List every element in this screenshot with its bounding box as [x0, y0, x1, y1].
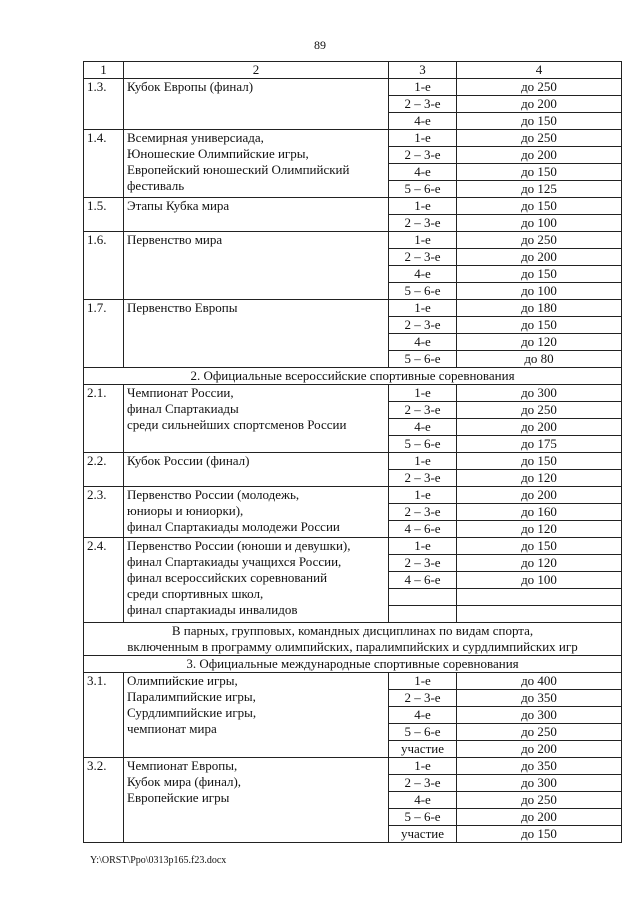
row-number: 2.2.	[84, 453, 124, 487]
points-cell: до 200	[457, 741, 622, 758]
place-cell: 2 – 3-е	[389, 96, 457, 113]
points-cell: до 300	[457, 775, 622, 792]
section-title-line: включенным в программу олимпийских, паралимпийских и сурдлимпийских игр	[127, 639, 578, 654]
place-cell: участие	[389, 741, 457, 758]
competition-name-line: Первенство России (юноши и девушки),	[127, 538, 351, 553]
competition-name	[124, 673, 389, 758]
page-number: 89	[314, 38, 326, 52]
competition-name-line: финал Спартакиады	[127, 401, 239, 416]
place-cell: 2 – 3-е	[389, 555, 457, 572]
row-number: 3.2.	[84, 758, 124, 843]
row-number: 1.5.	[84, 198, 124, 232]
place-cell: 4-е	[389, 707, 457, 724]
competition-name	[124, 300, 389, 368]
competition-name-line: Юношеские Олимпийские игры,	[127, 146, 309, 161]
points-cell: до 150	[457, 538, 622, 555]
competition-name	[124, 130, 389, 198]
points-cell: до 120	[457, 470, 622, 487]
place-cell	[389, 589, 457, 606]
points-cell: до 200	[457, 487, 622, 504]
points-cell: до 200	[457, 419, 622, 436]
competition-name-line: фестиваль	[127, 178, 185, 193]
table-row	[84, 198, 622, 215]
competition-name-line: Первенство Европы	[127, 300, 238, 315]
competition-name-line: Олимпийские игры,	[127, 673, 238, 688]
competition-name-line: юниоры и юниорки),	[127, 503, 244, 518]
competition-name-line: среди сильнейших спортсменов России	[127, 417, 347, 432]
points-cell: до 120	[457, 555, 622, 572]
place-cell: 2 – 3-е	[389, 215, 457, 232]
competition-name-line: Чемпионат России,	[127, 385, 234, 400]
place-cell: 2 – 3-е	[389, 470, 457, 487]
section-title	[84, 656, 622, 673]
competition-name	[124, 232, 389, 300]
place-cell: 1-е	[389, 758, 457, 775]
place-cell: 1-е	[389, 538, 457, 555]
points-cell: до 250	[457, 232, 622, 249]
points-cell: до 100	[457, 215, 622, 232]
points-cell: до 300	[457, 707, 622, 724]
points-cell: до 350	[457, 758, 622, 775]
section-title	[84, 623, 622, 656]
competition-name-line: Европейский юношеский Олимпийский	[127, 162, 350, 177]
table-row	[84, 538, 622, 555]
points-cell: до 80	[457, 351, 622, 368]
competition-name-line: чемпионат мира	[127, 721, 217, 736]
table-row	[84, 487, 622, 504]
place-cell: 4-е	[389, 266, 457, 283]
points-cell: до 200	[457, 809, 622, 826]
table-row	[84, 79, 622, 96]
place-cell: 1-е	[389, 487, 457, 504]
competition-name-line: среди спортивных школ,	[127, 586, 264, 601]
section-row	[84, 368, 622, 385]
place-cell: 4 – 6-е	[389, 572, 457, 589]
points-cell	[457, 606, 622, 623]
points-cell: до 180	[457, 300, 622, 317]
header-col-1: 1	[84, 62, 124, 79]
points-cell: до 200	[457, 147, 622, 164]
table-body	[84, 79, 622, 843]
place-cell: 2 – 3-е	[389, 147, 457, 164]
competition-name	[124, 487, 389, 538]
competition-name	[124, 79, 389, 130]
points-cell: до 250	[457, 724, 622, 741]
points-cell: до 250	[457, 130, 622, 147]
row-number: 1.3.	[84, 79, 124, 130]
points-cell: до 150	[457, 198, 622, 215]
table-row	[84, 130, 622, 147]
points-cell: до 150	[457, 317, 622, 334]
points-cell: до 150	[457, 113, 622, 130]
points-cell: до 100	[457, 572, 622, 589]
header-col-4: 4	[457, 62, 622, 79]
competition-name-line: Паралимпийские игры,	[127, 689, 256, 704]
place-cell: 1-е	[389, 300, 457, 317]
competition-name	[124, 758, 389, 843]
competition-name	[124, 385, 389, 453]
place-cell: 2 – 3-е	[389, 402, 457, 419]
place-cell	[389, 606, 457, 623]
row-number: 2.3.	[84, 487, 124, 538]
row-number: 1.6.	[84, 232, 124, 300]
section-row	[84, 623, 622, 656]
header-col-3: 3	[389, 62, 457, 79]
competition-name-line: Первенство России (молодежь,	[127, 487, 300, 502]
points-cell: до 250	[457, 79, 622, 96]
competition-name-line: Кубок России (финал)	[127, 453, 250, 468]
competition-name-line: Европейские игры	[127, 790, 230, 805]
place-cell: 1-е	[389, 130, 457, 147]
place-cell: 1-е	[389, 79, 457, 96]
competition-name-line: Первенство мира	[127, 232, 223, 247]
place-cell: 1-е	[389, 453, 457, 470]
place-cell: 1-е	[389, 232, 457, 249]
place-cell: 4-е	[389, 164, 457, 181]
competition-name-line: Кубок Европы (финал)	[127, 79, 254, 94]
competition-name	[124, 453, 389, 487]
points-cell: до 400	[457, 673, 622, 690]
place-cell: 5 – 6-е	[389, 809, 457, 826]
points-cell: до 150	[457, 266, 622, 283]
place-cell: 5 – 6-е	[389, 436, 457, 453]
sports-table	[83, 61, 622, 843]
points-cell: до 250	[457, 792, 622, 809]
points-cell: до 120	[457, 334, 622, 351]
place-cell: 2 – 3-е	[389, 317, 457, 334]
competition-name	[124, 198, 389, 232]
place-cell: 4 – 6-е	[389, 521, 457, 538]
table-row	[84, 758, 622, 775]
points-cell: до 120	[457, 521, 622, 538]
section-title-line: 3. Официальные международные спортивные соревнования	[186, 656, 519, 671]
points-cell: до 160	[457, 504, 622, 521]
competition-name-line: Этапы Кубка мира	[127, 198, 230, 213]
competition-name-line: финал Спартакиады молодежи России	[127, 519, 340, 534]
competition-name-line: Кубок мира (финал),	[127, 774, 242, 789]
header-row	[84, 62, 622, 79]
table-row	[84, 300, 622, 317]
points-cell: до 250	[457, 402, 622, 419]
competition-name	[124, 538, 389, 623]
competition-name-line: финал всероссийских соревнований	[127, 570, 328, 585]
points-cell: до 200	[457, 249, 622, 266]
section-title-line: 2. Официальные всероссийские спортивные соревнования	[190, 368, 515, 383]
row-number: 2.4.	[84, 538, 124, 623]
points-cell: до 150	[457, 164, 622, 181]
place-cell: 5 – 6-е	[389, 351, 457, 368]
points-cell: до 125	[457, 181, 622, 198]
place-cell: 4-е	[389, 334, 457, 351]
points-cell: до 175	[457, 436, 622, 453]
points-cell: до 200	[457, 96, 622, 113]
competition-name-line: финал Спартакиады учащихся России,	[127, 554, 342, 569]
competition-name-line: Чемпионат Европы,	[127, 758, 238, 773]
row-number: 2.1.	[84, 385, 124, 453]
table-row	[84, 385, 622, 402]
place-cell: 1-е	[389, 673, 457, 690]
place-cell: 2 – 3-е	[389, 249, 457, 266]
place-cell: 5 – 6-е	[389, 283, 457, 300]
place-cell: 5 – 6-е	[389, 724, 457, 741]
file-path-footer: Y:\ORST\Ppo\0313p165.f23.docx	[90, 855, 227, 866]
section-title	[84, 368, 622, 385]
place-cell: 5 – 6-е	[389, 181, 457, 198]
place-cell: 4-е	[389, 419, 457, 436]
place-cell: 2 – 3-е	[389, 775, 457, 792]
header-col-2: 2	[124, 62, 389, 79]
points-cell: до 150	[457, 453, 622, 470]
points-cell	[457, 589, 622, 606]
place-cell: 4-е	[389, 792, 457, 809]
competition-name-line: Сурдлимпийские игры,	[127, 705, 257, 720]
points-cell: до 150	[457, 826, 622, 843]
place-cell: 4-е	[389, 113, 457, 130]
competition-name-line: финал спартакиады инвалидов	[127, 602, 298, 617]
row-number: 3.1.	[84, 673, 124, 758]
table-row	[84, 453, 622, 470]
place-cell: 2 – 3-е	[389, 690, 457, 707]
row-number: 1.4.	[84, 130, 124, 198]
competition-name-line: Всемирная универсиада,	[127, 130, 264, 145]
section-title-line: В парных, групповых, командных дисциплинах по видам спорта,	[171, 623, 534, 638]
points-cell: до 100	[457, 283, 622, 300]
place-cell: 1-е	[389, 198, 457, 215]
points-cell: до 350	[457, 690, 622, 707]
place-cell: 2 – 3-е	[389, 504, 457, 521]
points-cell: до 300	[457, 385, 622, 402]
section-row	[84, 656, 622, 673]
place-cell: 1-е	[389, 385, 457, 402]
row-number: 1.7.	[84, 300, 124, 368]
place-cell: участие	[389, 826, 457, 843]
table-row	[84, 232, 622, 249]
table-row	[84, 673, 622, 690]
